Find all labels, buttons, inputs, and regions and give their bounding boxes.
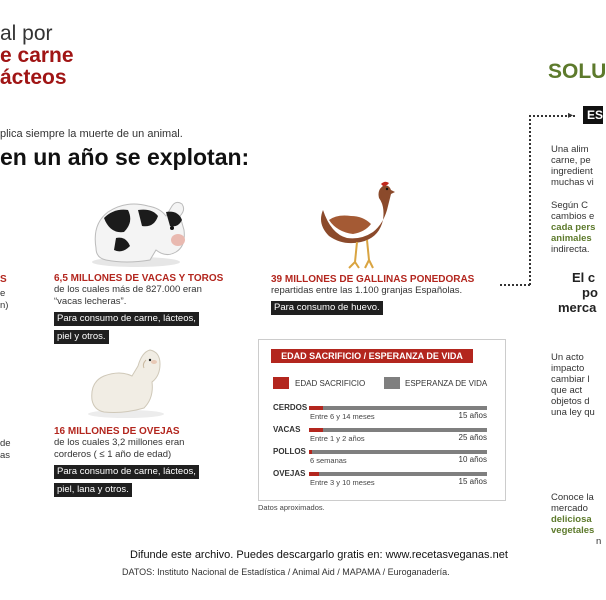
right-text: mercado — [551, 503, 588, 514]
chart-title: EDAD SACRIFICIO / ESPERANZA DE VIDA — [271, 349, 473, 363]
title-line-3: ácteos — [0, 66, 67, 89]
right-text: indirecta. — [551, 244, 590, 255]
life-expectancy-label: 15 años — [458, 477, 487, 486]
lifespan-bar — [309, 428, 487, 432]
section-box-label: ES — [587, 108, 604, 122]
lifespan-bar — [309, 472, 487, 476]
hens-headline: 39 MILLONES DE GALLINAS PONEDORAS — [271, 274, 475, 285]
legend-label-esperanza: ESPERANZA DE VIDA — [405, 379, 488, 388]
right-paragraph-4 — [551, 492, 601, 547]
right-highlight: deliciosa — [551, 514, 592, 525]
right-highlight: animales — [551, 233, 592, 244]
right-text: Un acto — [551, 352, 584, 363]
cows-badge-1: Para consumo de carne, lácteos, — [54, 312, 199, 326]
right-text: n — [596, 536, 602, 547]
intro-heading: en un año se explotan: — [0, 144, 250, 170]
title-line-2: e carne — [0, 44, 74, 67]
solutions-heading: SOLU — [548, 60, 606, 83]
life-expectancy-label: 15 años — [458, 411, 487, 420]
right-big-line: merca — [558, 300, 597, 315]
right-text: Conoce la — [551, 492, 594, 503]
left-fragment: n) — [0, 300, 9, 311]
right-text: Según C — [551, 200, 588, 211]
legend-label-sacrificio: EDAD SACRIFICIO — [295, 379, 366, 388]
right-text: carne, pe — [551, 155, 591, 166]
sacrifice-age-label: Entre 1 y 2 años — [310, 434, 365, 443]
chart-row-label: POLLOS — [273, 447, 306, 456]
footer-share: Difunde este archivo. Puedes descargarlo gratis en: www.recetasveganas.net — [130, 549, 508, 561]
cows-block — [54, 273, 244, 344]
hen-image — [313, 180, 399, 272]
left-fragment-red: S — [0, 274, 7, 285]
left-fragment: e — [0, 288, 6, 299]
sacrifice-age-label: Entre 3 y 10 meses — [310, 478, 375, 487]
sheep-image — [84, 346, 168, 420]
right-text: muchas vi — [551, 177, 594, 188]
sacrifice-age-label: Entre 6 y 14 meses — [310, 412, 375, 421]
sacrifice-bar — [309, 450, 312, 454]
sheep-badge-1: Para consumo de carne, lácteos, — [54, 465, 199, 479]
right-paragraph-1 — [551, 144, 594, 188]
connector-line — [529, 115, 531, 285]
sacrifice-age-label: 6 semanas — [310, 456, 347, 465]
hens-line-1: repartidas entre las 1.100 granjas Españolas. — [271, 285, 463, 296]
sheep-block — [54, 426, 244, 497]
legend-swatch-sacrificio — [273, 377, 289, 389]
lifespan-bar — [309, 450, 487, 454]
right-big-line: El c — [572, 270, 596, 285]
hens-badge-1: Para consumo de huevo. — [271, 301, 383, 315]
chart-note: Datos aproximados. — [258, 503, 325, 512]
sheep-line-1: de los cuales 3,2 millones eran — [54, 437, 185, 448]
right-text: cambios e — [551, 211, 595, 222]
life-expectancy-label: 25 años — [458, 433, 487, 442]
sacrifice-bar — [309, 472, 319, 476]
lifespan-chart — [258, 339, 506, 501]
hens-block — [271, 274, 501, 315]
arrow-right-icon: ▸ — [568, 110, 574, 121]
cows-badge-2: piel y otros. — [54, 330, 109, 344]
right-paragraph-3 — [551, 352, 595, 418]
intro-subtitle: plica siempre la muerte de un animal. — [0, 128, 183, 140]
calf-image — [86, 188, 190, 270]
life-expectancy-label: 10 años — [458, 455, 487, 464]
cows-headline: 6,5 MILLONES DE VACAS Y TOROS — [54, 273, 224, 284]
chart-row-label: CERDOS — [273, 403, 308, 412]
right-text: una ley qu — [551, 407, 595, 418]
chart-row-label: VACAS — [273, 425, 301, 434]
connector-line — [500, 284, 530, 286]
sheep-badge-2: piel, lana y otros. — [54, 483, 132, 497]
footer-sources: DATOS: Instituto Nacional de Estadística / Animal Aid / MAPAMA / Euroganadería. — [122, 567, 450, 577]
lifespan-bar — [309, 406, 487, 410]
cows-line-1: de los cuales más de 827.000 eran — [54, 284, 202, 295]
right-text: objetos d — [551, 396, 590, 407]
chart-row-label: OVEJAS — [273, 469, 306, 478]
title-line-1: al por — [0, 22, 53, 45]
right-text: cambiar l — [551, 374, 590, 385]
left-fragment: de — [0, 438, 11, 449]
right-highlight: cada pers — [551, 222, 596, 233]
sheep-line-2: corderos ( ≤ 1 año de edad) — [54, 449, 172, 460]
right-text: Una alim — [551, 144, 589, 155]
legend-swatch-esperanza — [384, 377, 400, 389]
sacrifice-bar — [309, 406, 323, 410]
right-text: que act — [551, 385, 583, 396]
right-big-line: po — [582, 285, 598, 300]
cows-line-2: “vacas lecheras”. — [54, 296, 127, 307]
sacrifice-bar — [309, 428, 323, 432]
right-text: ingredient — [551, 166, 593, 177]
right-text: impacto — [551, 363, 585, 374]
sheep-headline: 16 MILLONES DE OVEJAS — [54, 426, 180, 437]
right-highlight: vegetales — [551, 525, 595, 536]
right-paragraph-2 — [551, 200, 595, 255]
right-big-text — [560, 270, 600, 315]
left-fragment: as — [0, 450, 11, 461]
